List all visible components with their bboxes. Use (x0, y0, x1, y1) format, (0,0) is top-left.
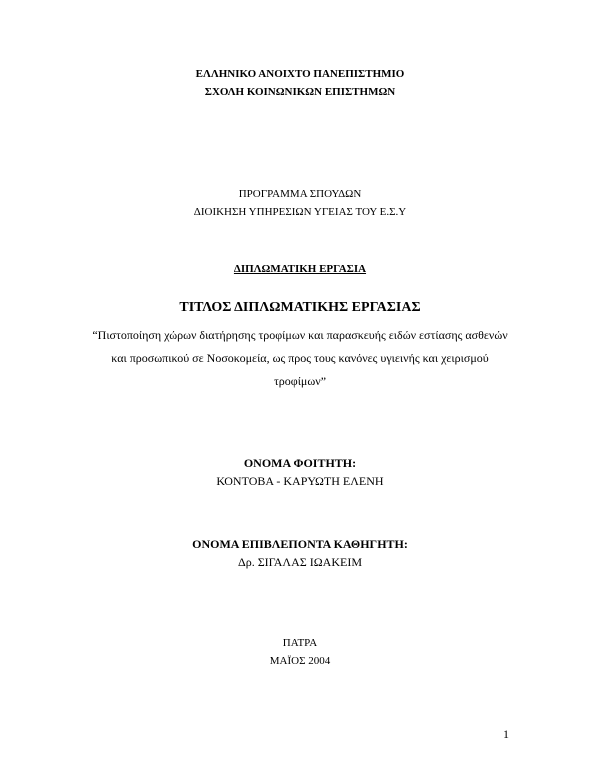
student-name: ΚΟΝΤΟΒΑ - ΚΑΡΥΩΤΗ ΕΛΕΝΗ (216, 474, 384, 488)
supervisor-label: ΟΝΟΜΑ ΕΠΙΒΛΕΠΟΝΤΑ ΚΑΘΗΓΗΤΗ: (192, 537, 408, 551)
thesis-title-line-3: τροφίμων” (273, 374, 327, 388)
thesis-title-label: ΤΙΤΛΟΣ ΔΙΠΛΩΜΑΤΙΚΗΣ ΕΡΓΑΣΙΑΣ (179, 300, 421, 315)
city: ΠΑΤΡΑ (282, 637, 318, 649)
page-number: 1 (503, 727, 509, 741)
date: ΜΑΪΟΣ 2004 (269, 655, 331, 667)
program-label: ΠΡΟΓΡΑΜΜΑ ΣΠΟΥΔΩΝ (238, 188, 362, 200)
school-name: ΣΧΟΛΗ ΚΟΙΝΩΝΙΚΩΝ ΕΠΙΣΤΗΜΩΝ (204, 86, 396, 98)
university-name: ΕΛΛΗΝΙΚΟ ΑΝΟΙΧΤΟ ΠΑΝΕΠΙΣΤΗΜΙΟ (195, 68, 405, 80)
supervisor-name: Δρ. ΣΙΓΑΛΑΣ ΙΩΑΚΕΙΜ (237, 555, 363, 569)
thesis-title-line-2: και προσωπικού σε Νοσοκομεία, ως προς τους κανόνες υγιεινής και χειρισμού (111, 351, 489, 365)
program-name: ΔΙΟΙΚΗΣΗ ΥΠΗΡΕΣΙΩΝ ΥΓΕΙΑΣ ΤΟΥ Ε.Σ.Υ (193, 206, 407, 218)
thesis-type: ΔΙΠΛΩΜΑΤΙΚΗ ΕΡΓΑΣΙΑ (233, 263, 367, 275)
thesis-title-line-1: “Πιστοποίηση χώρων διατήρησης τροφίμων και παρασκευής ειδών εστίασης ασθενών (92, 328, 508, 342)
student-label: ΟΝΟΜΑ ΦΟΙΤΗΤΗ: (243, 456, 357, 470)
